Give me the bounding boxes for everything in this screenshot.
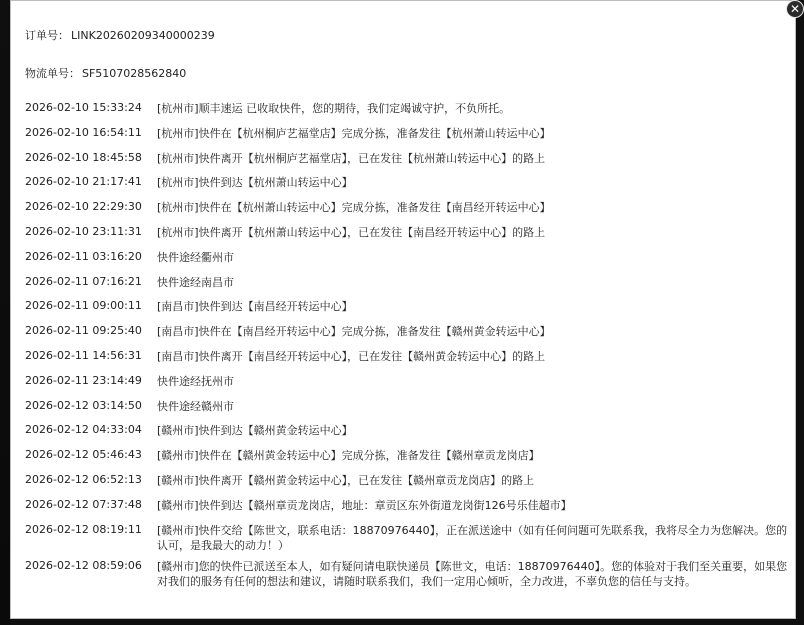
tracking-time: 2026-02-12 03:14:50 [25,398,142,412]
tracking-time: 2026-02-10 23:11:31 [25,224,142,238]
tracking-row [25,349,795,374]
tracking-detail: [赣州市]快件交给【陈世文，联系电话：18870976440】，正在派送途中（如有任何问题可先联系我，我将尽全力为您解决。您的认可，是我最大的动力！） [157,523,788,552]
close-icon: ✕ [789,2,801,16]
tracking-row [25,101,795,126]
tracking-time: 2026-02-10 18:45:58 [25,150,142,164]
tracking-row [25,448,795,473]
order-number [25,27,215,43]
tracking-time: 2026-02-11 07:16:21 [25,274,142,288]
tracking-time: 2026-02-10 21:17:41 [25,175,142,189]
tracking-row [25,473,795,498]
tracking-time: 2026-02-11 09:00:11 [25,299,142,313]
tracking-detail: [赣州市]快件离开【赣州黄金转运中心】，已在发往【赣州章贡龙岗店】的路上 [157,473,535,487]
tracking-row [25,374,795,399]
tracking-detail: [杭州市]快件在【杭州萧山转运中心】完成分拣，准备发往【南昌经开转运中心】 [157,201,551,215]
tracking-row [25,559,795,595]
tracking-row [25,151,795,176]
tracking-detail: [赣州市]您的快件已派送至本人，如有疑问请电联快递员【陈世文，电话：18870976440】。您的体验对于我们至关重要，如果您对我们的服务有任何的想法和建议，请随时联系我们，我们一定用心倾听，全力改进，不辜负您的信任与支持。 [157,559,788,588]
tracking-detail: [杭州市]快件在【杭州桐庐艺福堂店】完成分拣，准备发往【杭州萧山转运中心】 [157,126,551,140]
backdrop-strip [0,0,10,625]
tracking-time: 2026-02-12 04:33:04 [25,423,142,437]
tracking-time: 2026-02-10 15:33:24 [25,101,142,114]
tracking-time: 2026-02-11 09:25:40 [25,324,142,338]
close-button[interactable] [786,0,804,18]
logistics-number-label: 物流单号： [25,67,80,80]
tracking-row [25,225,795,250]
tracking-detail: 快件途经抚州市 [157,374,234,388]
tracking-detail: 快件途经衢州市 [157,250,234,264]
tracking-row [25,498,795,523]
tracking-detail: [南昌市]快件在【南昌经开转运中心】完成分拣，准备发往【赣州黄金转运中心】 [157,325,551,339]
tracking-row [25,324,795,349]
tracking-time: 2026-02-10 22:29:30 [25,200,142,214]
order-number-label: 订单号： [25,29,69,42]
tracking-detail: [南昌市]快件到达【南昌经开转运中心】 [157,300,353,314]
logistics-number [25,65,186,81]
tracking-row [25,175,795,200]
tracking-time: 2026-02-12 08:59:06 [25,558,142,572]
tracking-time: 2026-02-11 14:56:31 [25,348,142,362]
tracking-detail: [南昌市]快件离开【南昌经开转运中心】，已在发往【赣州黄金转运中心】的路上 [157,349,546,363]
tracking-row [25,200,795,225]
tracking-row [25,250,795,275]
order-number-value: LINK20260209340000239 [71,29,215,42]
logistics-number-value: SF5107028562840 [82,67,187,80]
tracking-row [25,423,795,448]
tracking-row [25,126,795,151]
tracking-time: 2026-02-12 07:37:48 [25,497,142,511]
tracking-row [25,299,795,324]
tracking-row [25,399,795,424]
tracking-detail: [杭州市]顺丰速运 已收取快件，您的期待，我们定竭诚守护，不负所托。 [157,102,511,115]
tracking-time: 2026-02-11 03:16:20 [25,249,142,263]
tracking-dialog [10,0,796,619]
tracking-time: 2026-02-10 16:54:11 [25,125,142,139]
tracking-time: 2026-02-12 05:46:43 [25,448,142,462]
tracking-detail: [赣州市]快件到达【赣州黄金转运中心】 [157,424,353,438]
tracking-detail: [杭州市]快件到达【杭州萧山转运中心】 [157,176,353,190]
tracking-detail: [杭州市]快件离开【杭州桐庐艺福堂店】，已在发往【杭州萧山转运中心】的路上 [157,151,546,165]
tracking-detail: [赣州市]快件到达【赣州章贡龙岗店，地址：章贡区东外街道龙岗街126号乐佳超市】 [157,498,572,512]
tracking-detail: 快件途经南昌市 [157,275,234,289]
tracking-row [25,275,795,300]
tracking-list [25,101,795,595]
tracking-time: 2026-02-12 06:52:13 [25,472,142,486]
tracking-row [25,523,795,559]
tracking-detail: 快件途经赣州市 [157,399,234,413]
tracking-detail: [杭州市]快件离开【杭州萧山转运中心】，已在发往【南昌经开转运中心】的路上 [157,225,546,239]
tracking-time: 2026-02-12 08:19:11 [25,522,142,536]
tracking-detail: [赣州市]快件在【赣州黄金转运中心】完成分拣，准备发往【赣州章贡龙岗店】 [157,449,540,463]
tracking-time: 2026-02-11 23:14:49 [25,373,142,387]
